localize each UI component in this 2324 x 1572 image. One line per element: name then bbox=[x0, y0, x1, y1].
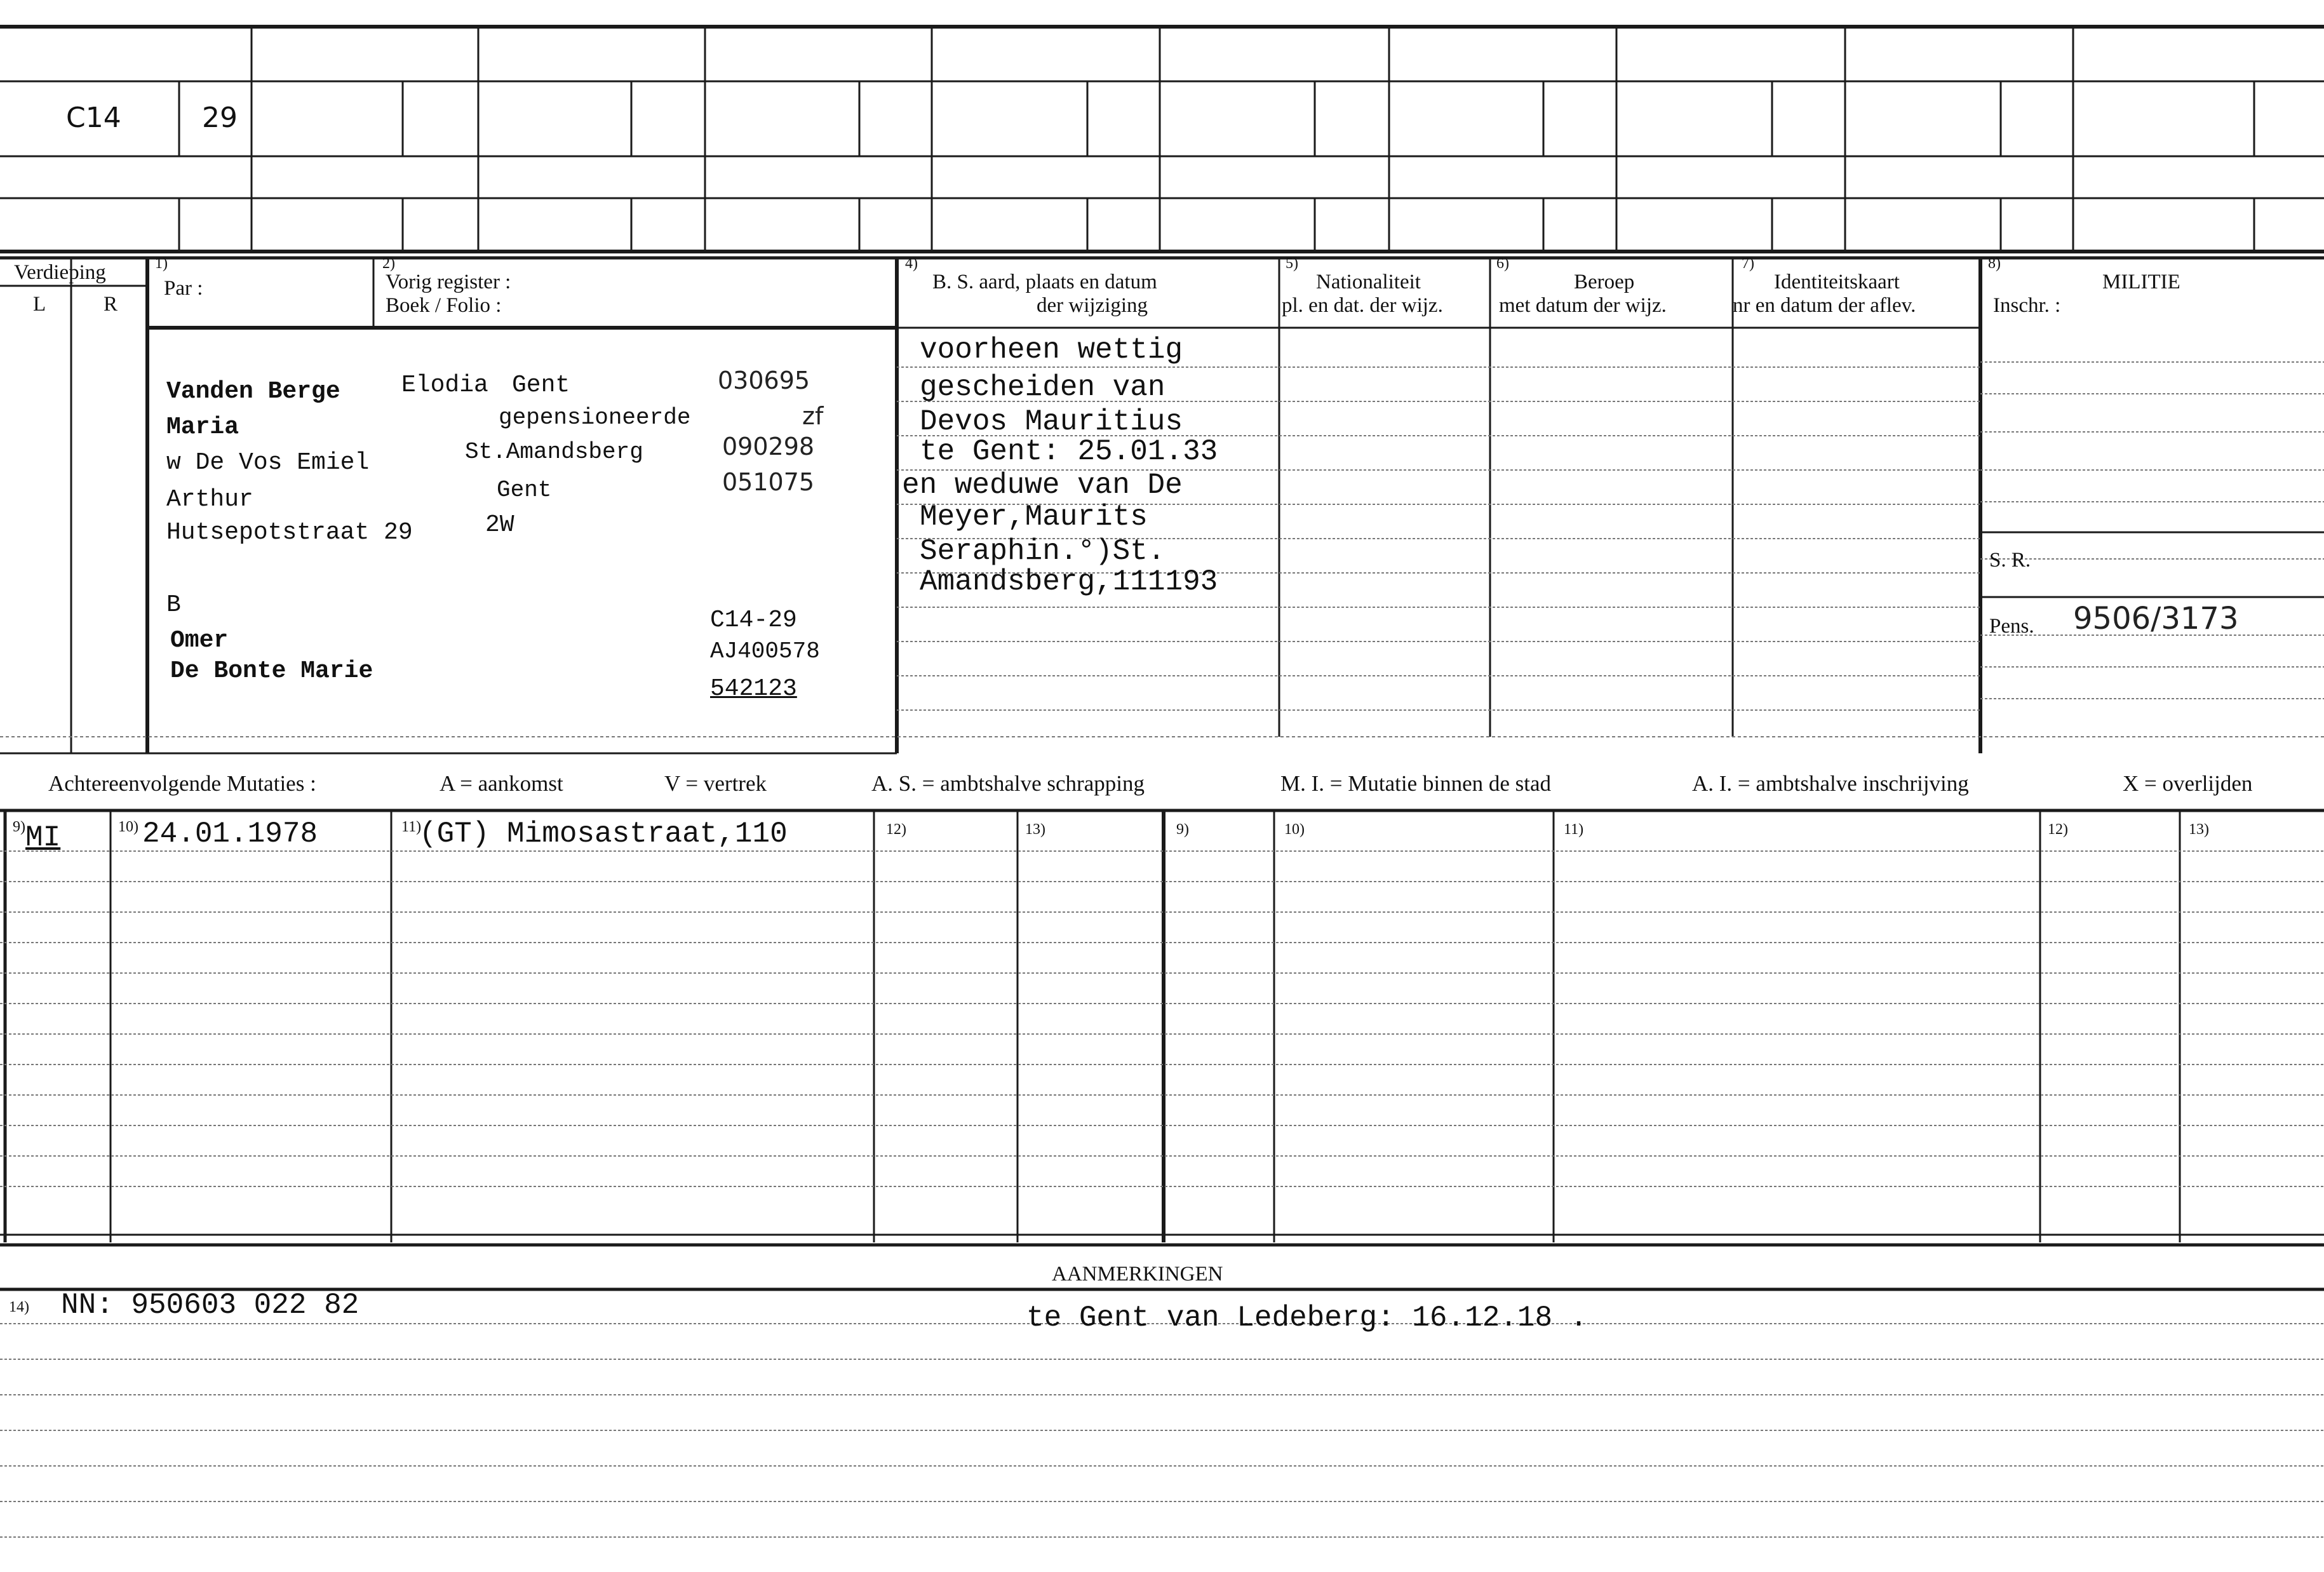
person-spouse-place: St.Amandsberg bbox=[465, 439, 643, 465]
header-note-2: 2) bbox=[382, 255, 395, 272]
person-spouse-date-2: 051075 bbox=[722, 468, 815, 496]
militie-sr: S. R. bbox=[1989, 549, 2031, 572]
header-note-6: 6) bbox=[1496, 255, 1509, 272]
top-grid-row-number: 29 bbox=[202, 102, 238, 134]
remarks-title: AANMERKINGEN bbox=[1052, 1263, 1223, 1286]
mutation-type: MI bbox=[25, 821, 61, 854]
bs-line: voorheen wettig bbox=[920, 333, 1183, 366]
person-address: Hutsepotstraat 29 bbox=[166, 519, 413, 546]
legend-vertrek: V = vertrek bbox=[664, 771, 767, 796]
mutation-date: 24.01.1978 bbox=[142, 817, 318, 850]
person-address-code: 2W bbox=[485, 511, 514, 539]
header-note-7: 7) bbox=[1742, 255, 1754, 272]
header-nationaliteit-sub: pl. en dat. der wijz. bbox=[1282, 294, 1443, 317]
person-spouse-date: 090298 bbox=[722, 433, 815, 460]
bs-line: Amandsberg,111193 bbox=[920, 565, 1218, 598]
header-note-8: 8) bbox=[1988, 255, 2001, 272]
mutation-note-9: 9) bbox=[13, 819, 25, 835]
header-bs-line1: B. S. aard, plaats en datum bbox=[932, 271, 1157, 293]
person-spouse: w De Vos Emiel bbox=[166, 449, 370, 476]
header-militie: MILITIE bbox=[2102, 271, 2180, 293]
top-grid-row-label: C14 bbox=[66, 102, 121, 134]
person-birthplace: Gent bbox=[512, 372, 570, 399]
header-boek-folio: Boek / Folio : bbox=[386, 294, 502, 317]
person-father: Omer bbox=[170, 627, 229, 654]
header-nationaliteit: Nationaliteit bbox=[1316, 271, 1421, 293]
person-surname: Vanden Berge bbox=[166, 378, 340, 405]
mutation-note-12b: 12) bbox=[2048, 821, 2068, 838]
header-bs-line2: der wijziging bbox=[1037, 294, 1148, 317]
legend-title: Achtereenvolgende Mutaties : bbox=[48, 771, 316, 796]
person-occupation-code: zf bbox=[802, 402, 824, 430]
mutation-note-11: 11) bbox=[401, 819, 422, 835]
person-birthdate: 030695 bbox=[718, 366, 810, 394]
mutation-note-13: 13) bbox=[1025, 821, 1045, 838]
mutation-note-10b: 10) bbox=[1284, 821, 1305, 838]
legend-aankomst: A = aankomst bbox=[440, 771, 563, 796]
bs-line: Meyer,Maurits bbox=[920, 500, 1148, 534]
person-spouse-place-2: Gent bbox=[497, 477, 552, 503]
legend-ambtshalve-inschrijving: A. I. = ambtshalve inschrijving bbox=[1692, 771, 1969, 796]
mutation-note-12: 12) bbox=[886, 821, 906, 838]
header-l: L bbox=[33, 293, 46, 316]
person-id-number: AJ400578 bbox=[710, 638, 820, 664]
person-mother: De Bonte Marie bbox=[170, 657, 373, 685]
header-vorig-register: Vorig register : bbox=[386, 271, 511, 293]
header-par: Par : bbox=[164, 277, 203, 300]
header-beroep-sub: met datum der wijz. bbox=[1499, 294, 1667, 317]
legend-ambtshalve-schrapping: A. S. = ambtshalve schrapping bbox=[871, 771, 1145, 796]
header-r: R bbox=[104, 293, 118, 316]
person-firstname-2: Maria bbox=[166, 413, 239, 441]
person-register-number: 542123 bbox=[710, 675, 797, 702]
remarks-birth: te Gent van Ledeberg: 16.12.18 . bbox=[1026, 1301, 1588, 1334]
militie-pens-value: 9506/3173 bbox=[2073, 601, 2239, 636]
mutation-note-13b: 13) bbox=[2189, 821, 2209, 838]
header-note-1: 1) bbox=[155, 255, 168, 272]
bs-line: gescheiden van bbox=[920, 371, 1165, 404]
person-spouse-firstname: Arthur bbox=[166, 486, 253, 513]
person-occupation: gepensioneerde bbox=[499, 405, 691, 431]
person-firstname-1: Elodia bbox=[401, 372, 488, 399]
header-verdieping: Verdieping bbox=[14, 261, 106, 284]
header-beroep: Beroep bbox=[1574, 271, 1635, 293]
mutation-note-10: 10) bbox=[118, 819, 138, 835]
header-identiteitskaart-sub: nr en datum der aflev. bbox=[1733, 294, 1916, 317]
mutation-address: (GT) Mimosastraat,110 bbox=[419, 817, 788, 850]
remarks-national-number: NN: 950603 022 82 bbox=[61, 1289, 359, 1322]
header-note-4: 4) bbox=[905, 255, 918, 272]
header-inschr: Inschr. : bbox=[1993, 294, 2061, 317]
mutation-note-9b: 9) bbox=[1176, 821, 1189, 838]
mutation-note-11b: 11) bbox=[1564, 821, 1584, 838]
bs-line: en weduwe van De bbox=[902, 469, 1183, 502]
bs-line: Devos Mauritius bbox=[920, 405, 1183, 438]
person-reference: C14-29 bbox=[710, 607, 797, 634]
header-identiteitskaart: Identiteitskaart bbox=[1774, 271, 1900, 293]
militie-pens: Pens. bbox=[1989, 615, 2034, 638]
header-note-5: 5) bbox=[1286, 255, 1298, 272]
bs-line: Seraphin.°)St. bbox=[920, 535, 1165, 568]
person-letter: B bbox=[166, 591, 181, 619]
legend-mutatie-binnen-stad: M. I. = Mutatie binnen de stad bbox=[1280, 771, 1552, 796]
legend-overlijden: X = overlijden bbox=[2123, 771, 2253, 796]
remarks-note-14: 14) bbox=[9, 1299, 29, 1315]
bs-line: te Gent: 25.01.33 bbox=[920, 435, 1218, 468]
